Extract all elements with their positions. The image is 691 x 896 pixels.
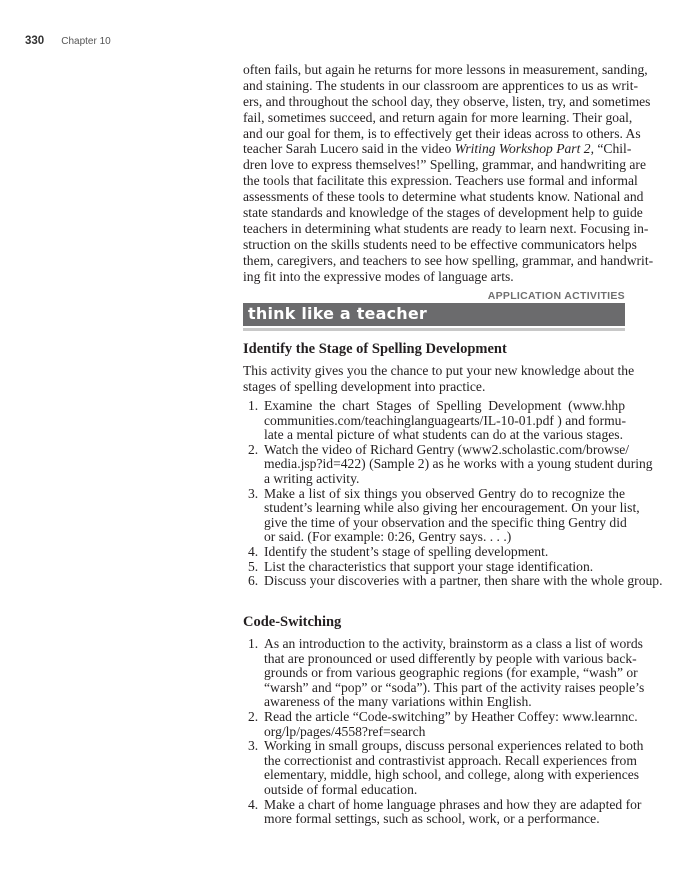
item-number: 3. [248,738,259,754]
list-item [243,738,644,797]
item-number: 4. [248,543,259,559]
page-number: 330 [25,35,45,47]
banner-title: think like a teacher [248,304,428,323]
text-line: ers, and throughout the school day, they observe, listen, try, and sometimes [243,93,651,109]
text-line: or said. (For example: 0:26, Gentry says. . . .) [264,529,512,545]
text-line: Read the article “Code-switching” by Heather Coffey: www.learnnc. [264,708,638,724]
intro-paragraph [243,62,654,284]
running-header [25,35,111,47]
banner-rule [243,328,625,331]
text-line: struction on the skills students need to be effective communicators helps [243,236,637,252]
text-line: Working in small groups, discuss personal experiences related to both [264,738,644,754]
section-kicker: APPLICATION ACTIVITIES [487,290,625,302]
item-number: 2. [248,708,259,724]
item-number: 3. [248,485,259,501]
text-line: List the characteristics that support your stage identification. [264,558,594,574]
text-line: awareness of the many variations within English. [264,694,532,710]
text-line: teachers in determining what students are ready to learn next. Focusing in- [243,220,649,236]
text-line: that are pronounced or used differently by people with various back- [264,650,637,666]
list-item [243,545,625,560]
list-item [243,485,640,545]
text-line: and our goal for them, is to effectively get their ideas across to others. As [243,125,641,141]
list-item [243,636,645,710]
item-number: 6. [248,573,259,589]
text-line: them, caregivers, and teachers to see how spelling, grammar, and handwrit- [243,252,654,268]
list-item [243,708,638,739]
text-line: Make a chart of home language phrases and how they are adapted for [264,796,642,812]
text-line: Watch the video of Richard Gentry (www2.scholastic.com/browse/ [264,441,630,457]
text-line: org/lp/pages/4558?ref=search [264,723,426,739]
list-item [243,796,642,827]
text-line: give the time of your observation and the specific thing Gentry did [264,514,627,530]
section-banner [243,303,625,326]
text-line: state standards and knowledge of the stages of development help to guide [243,205,643,221]
text-segment: , “Chil- [590,141,632,157]
activity-list [243,398,663,589]
list-item [243,573,663,589]
video-title: Writing Workshop Part 2 [454,141,591,157]
text-line: more formal settings, such as school, work, or a performance. [264,811,600,827]
item-number: 1. [248,636,259,651]
text-line: Discuss your discoveries with a partner, then share with the whole group. [264,573,663,589]
text-line: “warsh” and “pop” or “soda”). This part of the activity raises people’s [264,679,645,695]
text-line [243,141,632,157]
item-number: 4. [248,796,259,812]
text-line: grounds or from various geographic regions (for example, “wash” or [264,665,638,681]
list-item [243,399,625,443]
text-line: As an introduction to the activity, brainstorm as a class a list of words [264,636,643,651]
text-line: communities.com/teachinglanguagearts/IL-10-01.pdf ) and formu- [264,412,627,428]
text-line: outside of formal education. [264,781,418,797]
item-number: 1. [248,398,259,413]
activity-intro [243,363,635,395]
text-line: ing fit into the expressive modes of language arts. [243,268,514,284]
text-line: dren love to express themselves!” Spelling, grammar, and handwriting are [243,157,646,173]
item-number: 2. [248,441,259,457]
chapter-label: Chapter 10 [61,36,111,47]
text-line: stages of spelling development into practice. [243,378,486,394]
text-line: the tools that facilitate this expression. Teachers use formal and informal [243,173,638,189]
activity-heading: Code-Switching [243,614,342,630]
text-line: Examine the chart Stages of Spelling Development (www.hhp [264,398,625,413]
text-line: the correctionist and contrastivist approach. Recall experiences from [264,752,637,768]
activity-list [243,636,645,827]
text-segment: teacher Sarah Lucero said in the video [243,141,455,157]
text-line: often fails, but again he returns for more lessons in measurement, sanding, [243,62,648,77]
list-item [243,560,625,575]
list-item [243,441,653,487]
text-line: late a mental picture of what students can do at the various stages. [264,427,623,443]
text-line: elementary, middle, high school, and college, along with experiences [264,767,640,783]
text-line: assessments of these tools to determine what students know. National and [243,189,644,205]
text-line: media.jsp?id=422) (Sample 2) as he works with a young student during [264,456,653,472]
text-line: Identify the student’s stage of spelling development. [264,543,549,559]
text-line: a writing activity. [264,470,360,486]
text-line: fail, sometimes succeed, and return again for more learning. Their goal, [243,109,633,125]
item-number: 5. [248,558,259,574]
text-line: This activity gives you the chance to put your new knowledge about the [243,363,635,378]
text-line: student’s learning while also giving her encouragement. On your list, [264,500,640,516]
text-line: and staining. The students in our classroom are apprentices to us as writ- [243,77,639,93]
text-line: Make a list of six things you observed Gentry do to recognize the [264,485,625,501]
activity-heading: Identify the Stage of Spelling Development [243,341,507,357]
